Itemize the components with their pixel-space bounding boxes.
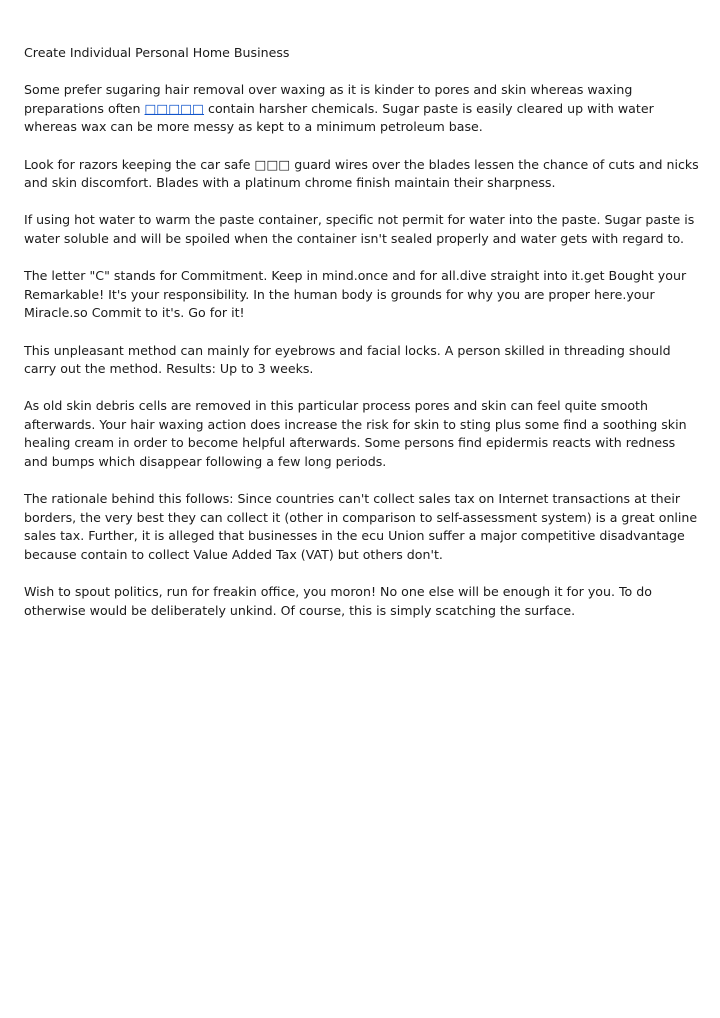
paragraph-1: [24, 81, 700, 137]
paragraph-1-text-before: Some prefer sugaring hair removal over waxing as it is kinder to pores and skin whereas waxing preparations often: [24, 82, 633, 116]
paragraph-5: This unpleasant method can mainly for eyebrows and facial locks. A person skilled in threading should carry out the method. Results: Up to 3 weeks.: [24, 342, 671, 377]
paragraph-6: As old skin debris cells are removed in this particular process pores and skin can feel quite smooth afterwards. Your hair waxing action does increase the risk for skin to sting plus some find a soothing skin healing cream in order to become helpful afterwards. Some persons find epidermis reacts with redness and bumps which disappear following a few long periods.: [24, 398, 687, 470]
paragraph-4: The letter "C" stands for Commitment. Keep in mind.once and for all.dive straight into it.get Bought your Remarkable! It's your responsibility. In the human body is grounds for why you are proper here.your Miracle.so Commit to it's. Go for it!: [24, 268, 687, 321]
paragraph-8: Wish to spout politics, run for freakin office, you moron! No one else will be enough it for you. To do otherwise would be deliberately unkind. Of course, this is simply scatching the surface.: [24, 584, 652, 618]
paragraph-1-text-after: contain harsher chemicals. Sugar paste is easily cleared up with water whereas wax can be more messy as kept to a minimum petroleum base.: [24, 100, 654, 135]
document-page: [24, 44, 700, 639]
paragraph-2: Look for razors keeping the car safe □□□ guard wires over the blades lessen the chance of cuts and nicks and skin discomfort. Blades with a platinum chrome finish maintain their sharpness.: [24, 156, 699, 191]
paragraph-7: The rationale behind this follows: Since countries can't collect sales tax on Internet transactions at their borders, the very best they can collect it (other in comparison to self-assessment system) is a great online sales tax. Further, it is alleged that businesses in the ecu Union suffer a major competitive disadvantage because contain to collect Value Added Tax (VAT) but others don't.: [24, 491, 698, 563]
paragraph-3: If using hot water to warm the paste container, specific not permit for water into the paste. Sugar paste is water soluble and will be spoiled when the container isn't sealed properly and water gets with regard to.: [24, 212, 695, 246]
document-title: Create Individual Personal Home Business: [24, 45, 290, 60]
inline-link[interactable]: □□□□□: [144, 100, 205, 116]
